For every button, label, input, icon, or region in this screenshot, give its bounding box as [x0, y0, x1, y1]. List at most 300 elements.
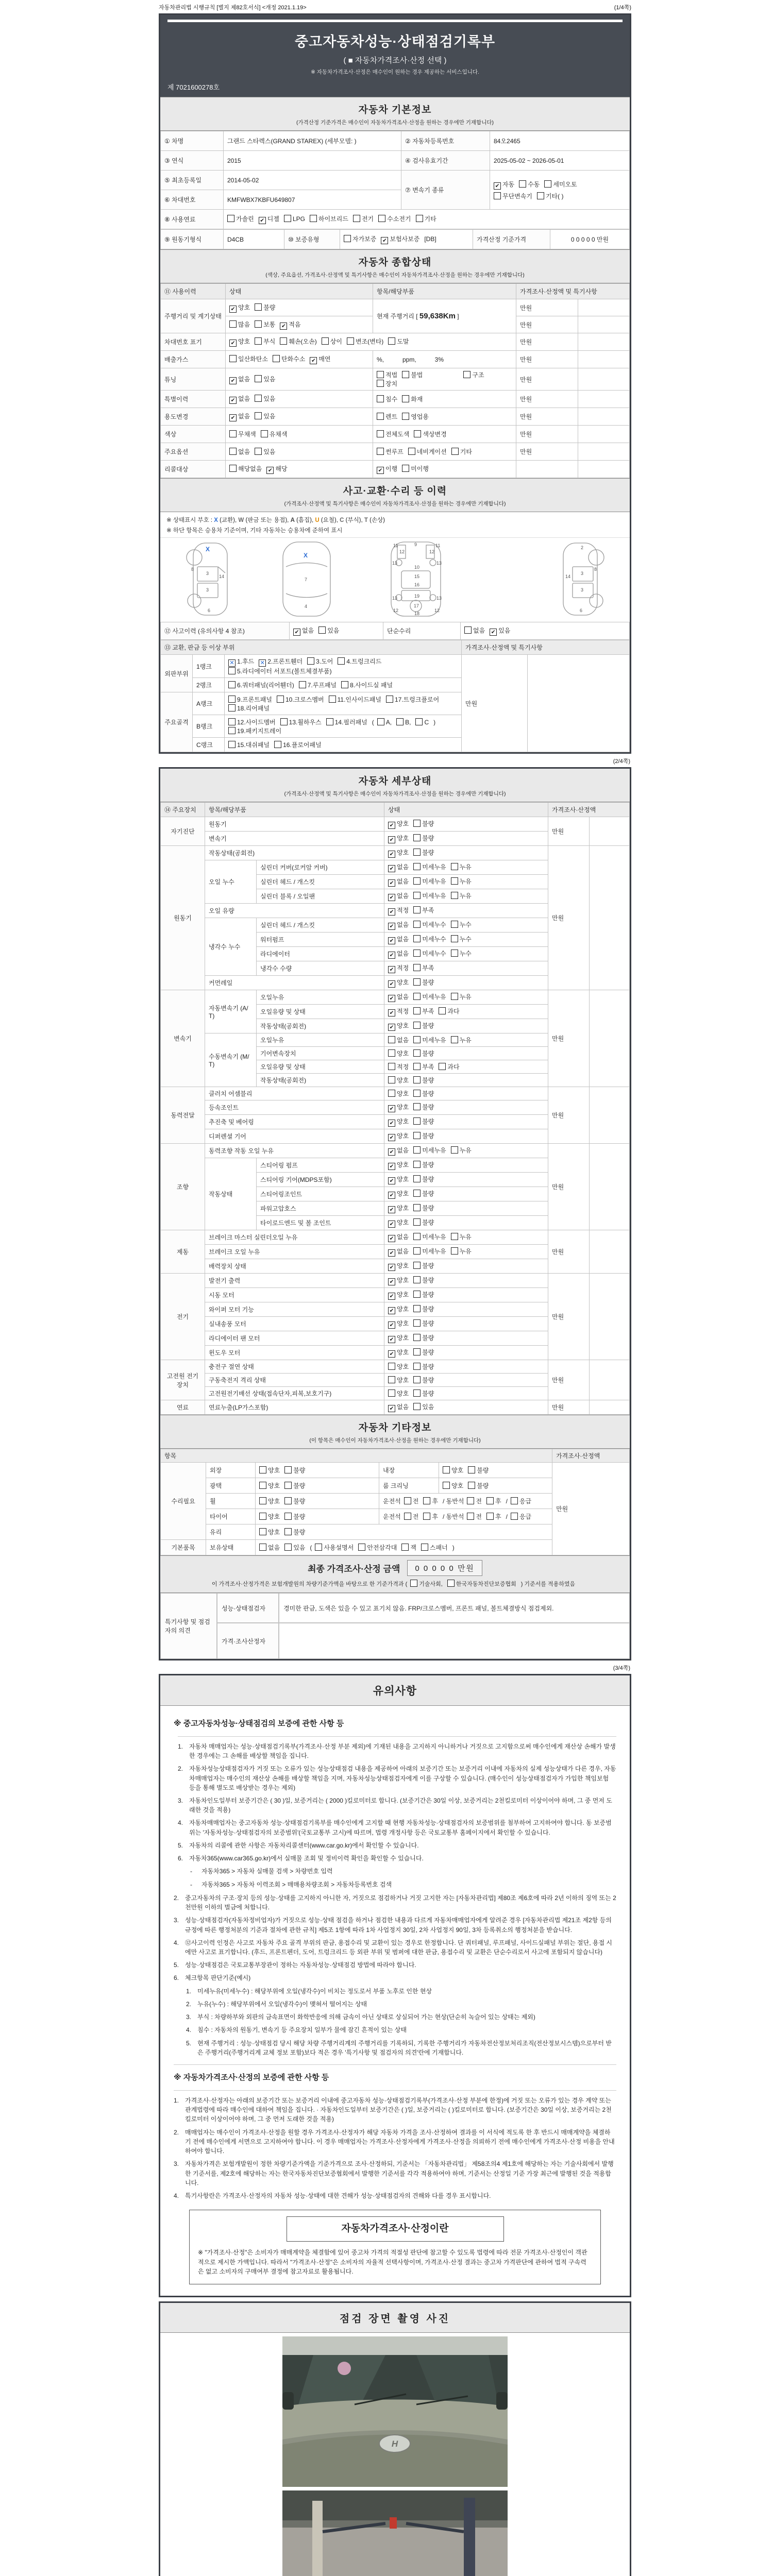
- checkbox-box[interactable]: [255, 320, 262, 328]
- checkbox-양호[interactable]: ✔ 양호: [388, 1333, 409, 1343]
- checkbox-있음[interactable]: 있음: [255, 375, 275, 383]
- checkbox-box[interactable]: [463, 371, 470, 378]
- checkbox-box[interactable]: [468, 1482, 475, 1489]
- checkbox-불량[interactable]: 불량: [413, 1218, 434, 1227]
- checkbox-누수[interactable]: 누수: [451, 920, 472, 929]
- checkbox-box[interactable]: [413, 1117, 421, 1125]
- checkbox-box[interactable]: [388, 1063, 395, 1070]
- checkbox-양호[interactable]: ✔ 양호: [388, 819, 409, 829]
- checkbox-불량[interactable]: 불량: [413, 1348, 434, 1357]
- checkbox-적음[interactable]: ✔ 적음: [280, 320, 300, 330]
- checkbox-box[interactable]: [261, 430, 268, 437]
- checkbox-3.도어[interactable]: 3.도어: [307, 657, 333, 666]
- checkbox-양호[interactable]: ✔ 양호: [229, 337, 250, 347]
- checkbox-box[interactable]: [255, 303, 262, 311]
- checkbox-box[interactable]: ✔: [229, 340, 237, 347]
- checkbox-box[interactable]: [307, 657, 314, 665]
- checkbox-있음[interactable]: 있음: [255, 394, 275, 403]
- checkbox-box[interactable]: [413, 1204, 421, 1211]
- checkbox-불량[interactable]: 불량: [413, 978, 434, 987]
- checkbox-box[interactable]: [413, 849, 421, 856]
- checkbox-box[interactable]: ✔: [388, 966, 395, 973]
- checkbox-미세누유[interactable]: 미세누유: [413, 1036, 446, 1044]
- checkbox-box[interactable]: ✔: [388, 1105, 395, 1112]
- checkbox-없음[interactable]: ✔ 없음: [388, 949, 409, 959]
- checkbox-box[interactable]: ✔: [494, 182, 501, 190]
- checkbox-불량[interactable]: 불량: [284, 1466, 305, 1475]
- checkbox-불량[interactable]: 불량: [413, 1175, 434, 1183]
- checkbox-box[interactable]: [413, 1262, 421, 1269]
- checkbox-box[interactable]: [402, 395, 409, 402]
- checkbox-box[interactable]: ✔: [229, 414, 237, 421]
- checkbox-box[interactable]: [423, 1497, 430, 1504]
- checkbox-누유[interactable]: 누유: [451, 992, 472, 1001]
- checkbox-box[interactable]: ✔: [293, 629, 300, 636]
- checkbox-응급[interactable]: 응급: [511, 1497, 531, 1505]
- checkbox-미세누유[interactable]: 미세누유: [413, 992, 446, 1001]
- checkbox-box[interactable]: [451, 1036, 458, 1043]
- checkbox-box[interactable]: [467, 1513, 474, 1520]
- checkbox-box[interactable]: [259, 1466, 266, 1473]
- checkbox-기타[interactable]: 기타: [451, 447, 472, 456]
- checkbox-box[interactable]: [388, 1036, 395, 1043]
- checkbox-box[interactable]: [229, 320, 237, 328]
- checkbox-부족[interactable]: 부족: [413, 963, 434, 972]
- checkbox-box[interactable]: [413, 1007, 421, 1014]
- checkbox-적정[interactable]: 적정: [388, 1062, 409, 1071]
- checkbox-box[interactable]: [377, 413, 384, 420]
- checkbox-box[interactable]: [451, 448, 459, 455]
- checkbox-box[interactable]: [511, 1497, 518, 1504]
- checkbox-부식[interactable]: 부식: [255, 337, 275, 346]
- checkbox-불량[interactable]: 불량: [413, 1290, 434, 1299]
- checkbox-box[interactable]: [353, 215, 360, 222]
- checkbox-box[interactable]: ✔: [388, 1148, 395, 1156]
- checkbox-스패너[interactable]: 스패너: [421, 1543, 448, 1552]
- checkbox-box[interactable]: [277, 696, 284, 703]
- checkbox-양호[interactable]: ✔ 양호: [388, 1160, 409, 1170]
- checkbox-없음[interactable]: 없음: [388, 1036, 409, 1044]
- checkbox-양호[interactable]: ✔ 양호: [388, 1021, 409, 1031]
- checkbox-box[interactable]: [451, 993, 458, 1000]
- checkbox-box[interactable]: ✔: [388, 1009, 395, 1016]
- checkbox-수동[interactable]: 수동: [519, 180, 540, 189]
- checkbox-후[interactable]: 후: [423, 1497, 438, 1505]
- checkbox-없음[interactable]: ✔ 없음: [388, 1402, 409, 1412]
- checkbox-box[interactable]: [443, 1466, 450, 1473]
- checkbox-양호[interactable]: 양호: [388, 1362, 409, 1371]
- checkbox-box[interactable]: [329, 696, 336, 703]
- checkbox-양호[interactable]: 양호: [388, 1376, 409, 1384]
- checkbox-탄화수소[interactable]: 탄화수소: [273, 354, 305, 363]
- checkbox-box[interactable]: [494, 192, 501, 199]
- checkbox-불량[interactable]: 불량: [413, 1319, 434, 1328]
- checkbox-침수[interactable]: 침수: [377, 395, 397, 403]
- checkbox-box[interactable]: [413, 1363, 421, 1370]
- checkbox-box[interactable]: [486, 1497, 494, 1504]
- checkbox-과다[interactable]: 과다: [439, 1062, 459, 1071]
- checkbox-box[interactable]: [413, 1063, 421, 1070]
- checkbox-양호[interactable]: ✔ 양호: [388, 1304, 409, 1314]
- checkbox-양호[interactable]: 양호: [388, 1389, 409, 1398]
- checkbox-B,[interactable]: B,: [396, 718, 411, 726]
- checkbox-box[interactable]: [413, 1036, 421, 1043]
- checkbox-일산화탄소[interactable]: 일산화탄소: [229, 354, 268, 363]
- checkbox-6.쿼터패널(리어휀더)[interactable]: 6.쿼터패널(리어휀더): [228, 681, 294, 689]
- checkbox-box[interactable]: ✔: [388, 1405, 395, 1412]
- checkbox-box[interactable]: [255, 395, 262, 402]
- checkbox-부족[interactable]: 부족: [413, 1007, 434, 1015]
- checkbox-box[interactable]: ✔: [388, 1264, 395, 1271]
- checkbox-색상변경[interactable]: 색상변경: [414, 430, 446, 438]
- checkbox-box[interactable]: [413, 993, 421, 1000]
- checkbox-box[interactable]: ✔: [388, 1206, 395, 1213]
- checkbox-후[interactable]: 후: [486, 1512, 501, 1521]
- checkbox-box[interactable]: [451, 863, 458, 870]
- checkbox-box[interactable]: [413, 1049, 421, 1057]
- checkbox-box[interactable]: [413, 1319, 421, 1327]
- checkbox-box[interactable]: [326, 718, 333, 725]
- checkbox-양호[interactable]: ✔ 양호: [388, 978, 409, 988]
- checkbox-box[interactable]: [413, 1022, 421, 1029]
- checkbox-불량[interactable]: 불량: [413, 1261, 434, 1270]
- checkbox-box[interactable]: [280, 718, 288, 725]
- checkbox-box[interactable]: [416, 215, 423, 222]
- checkbox-box[interactable]: ✔: [388, 1177, 395, 1184]
- checkbox-없음[interactable]: ✔ 없음: [388, 1146, 409, 1156]
- checkbox-전[interactable]: 전: [404, 1497, 419, 1505]
- checkbox-불량[interactable]: 불량: [413, 1117, 434, 1126]
- checkbox-box[interactable]: [519, 180, 526, 188]
- checkbox-box[interactable]: [388, 1076, 395, 1083]
- checkbox-box[interactable]: [413, 906, 421, 913]
- checkbox-많음[interactable]: 많음: [229, 320, 250, 329]
- checkbox-불량[interactable]: 불량: [284, 1481, 305, 1490]
- checkbox-A,[interactable]: A,: [377, 718, 392, 726]
- checkbox-box[interactable]: [284, 1497, 292, 1504]
- checkbox-box[interactable]: [413, 1161, 421, 1168]
- checkbox-없음[interactable]: ✔ 없음: [229, 375, 250, 384]
- checkbox-양호[interactable]: 양호: [388, 1076, 409, 1084]
- checkbox-양호[interactable]: 양호: [259, 1481, 280, 1490]
- checkbox-미세누유[interactable]: 미세누유: [413, 1232, 446, 1241]
- checkbox-네비게이션[interactable]: 네비게이션: [408, 447, 447, 456]
- checkbox-box[interactable]: [396, 718, 404, 725]
- checkbox-box[interactable]: [451, 877, 458, 885]
- checkbox-이행[interactable]: ✔ 이행: [377, 464, 397, 474]
- checkbox-불량[interactable]: 불량: [413, 1103, 434, 1111]
- checkbox-18.리어패널[interactable]: 18.리어패널: [228, 704, 270, 713]
- checkbox-box[interactable]: [451, 892, 458, 899]
- checkbox-box[interactable]: ✔: [388, 836, 395, 843]
- checkbox-전[interactable]: 전: [467, 1512, 482, 1521]
- checkbox-box[interactable]: [299, 681, 306, 688]
- checkbox-box[interactable]: [413, 950, 421, 957]
- checkbox-box[interactable]: [413, 877, 421, 885]
- checkbox-box[interactable]: [229, 465, 237, 472]
- checkbox-5.라디에이터 서포트(볼트체결부품)[interactable]: 5.라디에이터 서포트(볼트체결부품): [228, 667, 332, 675]
- checkbox-box[interactable]: [377, 371, 384, 378]
- checkbox-box[interactable]: [228, 696, 236, 703]
- checkbox-box[interactable]: ✔: [266, 467, 274, 474]
- checkbox-box[interactable]: [344, 235, 351, 242]
- checkbox-box[interactable]: ✔: [381, 237, 388, 244]
- checkbox-불량[interactable]: 불량: [413, 848, 434, 857]
- checkbox-유채색[interactable]: 유채색: [261, 430, 288, 438]
- checkbox-양호[interactable]: 양호: [259, 1528, 280, 1536]
- checkbox-box[interactable]: ✔: [310, 357, 317, 364]
- checkbox-box[interactable]: [413, 1076, 421, 1083]
- checkbox-7.루프패널[interactable]: 7.루프패널: [299, 681, 337, 689]
- checkbox-box[interactable]: [388, 1090, 395, 1097]
- checkbox-보험사보증[interactable]: ✔ 보험사보증: [381, 234, 419, 244]
- checkbox-box[interactable]: [388, 1049, 395, 1057]
- checkbox-box[interactable]: [255, 375, 262, 382]
- checkbox-없음[interactable]: ✔ 없음: [388, 935, 409, 944]
- checkbox-10.크로스멤버[interactable]: 10.크로스멤버: [277, 695, 324, 704]
- checkbox-불량[interactable]: 불량: [413, 1049, 434, 1058]
- checkbox-box[interactable]: ✔: [388, 1163, 395, 1170]
- checkbox-없음[interactable]: ✔ 없음: [388, 877, 409, 887]
- checkbox-12.사이드멤버[interactable]: 12.사이드멤버: [228, 718, 276, 726]
- checkbox-기술사회,[interactable]: 기술사회,: [410, 1580, 443, 1588]
- checkbox-box[interactable]: [259, 1513, 266, 1520]
- checkbox-box[interactable]: ✔: [388, 1235, 395, 1242]
- checkbox-없음[interactable]: ✔ 없음: [388, 1232, 409, 1242]
- checkbox-box[interactable]: [413, 1146, 421, 1154]
- checkbox-box[interactable]: [229, 355, 237, 362]
- checkbox-불량[interactable]: 불량: [413, 1021, 434, 1030]
- checkbox-box[interactable]: [228, 681, 236, 688]
- checkbox-box[interactable]: ✔: [388, 908, 395, 916]
- checkbox-box[interactable]: [537, 192, 544, 199]
- checkbox-적정[interactable]: ✔ 적정: [388, 906, 409, 916]
- checkbox-box[interactable]: [358, 1544, 365, 1551]
- checkbox-box[interactable]: [227, 215, 234, 222]
- checkbox-없음[interactable]: ✔ 없음: [388, 891, 409, 901]
- checkbox-box[interactable]: [410, 1580, 417, 1587]
- checkbox-box[interactable]: [413, 1403, 421, 1410]
- checkbox-16.플로어패널[interactable]: 16.플로어패널: [274, 740, 322, 749]
- checkbox-있음[interactable]: 있음: [255, 412, 275, 420]
- checkbox-box[interactable]: [402, 413, 409, 420]
- checkbox-양호[interactable]: 양호: [259, 1497, 280, 1505]
- checkbox-불량[interactable]: 불량: [284, 1528, 305, 1536]
- checkbox-box[interactable]: ✔: [388, 1307, 395, 1314]
- checkbox-box[interactable]: [413, 921, 421, 928]
- checkbox-box[interactable]: [388, 1389, 395, 1397]
- checkbox-box[interactable]: [413, 1276, 421, 1283]
- checkbox-box[interactable]: [404, 1497, 411, 1504]
- checkbox-1.후드[interactable]: ✕ 1.후드: [228, 657, 254, 667]
- checkbox-box[interactable]: [464, 626, 472, 634]
- checkbox-box[interactable]: [544, 180, 551, 188]
- checkbox-box[interactable]: ✔: [388, 1134, 395, 1141]
- checkbox-box[interactable]: [255, 448, 262, 455]
- checkbox-미세누유[interactable]: 미세누유: [413, 877, 446, 886]
- checkbox-누유[interactable]: 누유: [451, 891, 472, 900]
- checkbox-없음[interactable]: ✔ 없음: [388, 992, 409, 1002]
- checkbox-box[interactable]: [401, 1544, 409, 1551]
- checkbox-box[interactable]: ✔: [388, 1278, 395, 1285]
- checkbox-불량[interactable]: 불량: [284, 1497, 305, 1505]
- checkbox-box[interactable]: ✔: [490, 629, 497, 636]
- checkbox-무채색[interactable]: 무채색: [229, 430, 256, 438]
- checkbox-box[interactable]: [447, 1580, 455, 1587]
- checkbox-box[interactable]: [284, 1466, 292, 1473]
- checkbox-불량[interactable]: 불량: [413, 1333, 434, 1342]
- checkbox-box[interactable]: [413, 978, 421, 986]
- checkbox-box[interactable]: [284, 1513, 292, 1520]
- checkbox-box[interactable]: [413, 834, 421, 841]
- checkbox-무단변속기[interactable]: 무단변속기: [494, 192, 532, 200]
- checkbox-누유[interactable]: 누유: [451, 1036, 472, 1044]
- checkbox-양호[interactable]: ✔ 양호: [388, 1103, 409, 1112]
- checkbox-매연[interactable]: ✔ 매연: [310, 354, 330, 364]
- checkbox-box[interactable]: [413, 1103, 421, 1110]
- checkbox-불량[interactable]: 불량: [255, 303, 275, 312]
- checkbox-양호[interactable]: ✔ 양호: [388, 1189, 409, 1199]
- checkbox-불량[interactable]: 불량: [284, 1512, 305, 1521]
- checkbox-구조[interactable]: 구조: [463, 370, 484, 379]
- checkbox-15.대쉬패널[interactable]: 15.대쉬패널: [228, 740, 270, 749]
- checkbox-양호[interactable]: ✔ 양호: [388, 1218, 409, 1228]
- checkbox-box[interactable]: [451, 950, 458, 957]
- checkbox-전[interactable]: 전: [404, 1512, 419, 1521]
- checkbox-불량[interactable]: 불량: [413, 834, 434, 842]
- checkbox-box[interactable]: [315, 1544, 322, 1551]
- checkbox-없음[interactable]: ✔ 없음: [293, 626, 314, 636]
- checkbox-영업용[interactable]: 영업용: [402, 412, 429, 421]
- checkbox-양호[interactable]: 양호: [259, 1512, 280, 1521]
- checkbox-상이[interactable]: 상이: [322, 337, 342, 346]
- checkbox-box[interactable]: [413, 1389, 421, 1397]
- checkbox-box[interactable]: [413, 1175, 421, 1182]
- checkbox-불량[interactable]: 불량: [413, 1376, 434, 1384]
- checkbox-box[interactable]: ✔: [377, 467, 384, 474]
- checkbox-box[interactable]: [413, 1190, 421, 1197]
- checkbox-화재[interactable]: 화재: [402, 395, 423, 403]
- checkbox-box[interactable]: [338, 657, 345, 665]
- checkbox-box[interactable]: [413, 1247, 421, 1255]
- checkbox-box[interactable]: [413, 1090, 421, 1097]
- checkbox-box[interactable]: ✔: [388, 1120, 395, 1127]
- checkbox-자가보증[interactable]: 자가보증: [344, 234, 376, 243]
- checkbox-box[interactable]: [468, 1466, 475, 1473]
- checkbox-box[interactable]: [228, 741, 236, 748]
- checkbox-없음[interactable]: 없음: [229, 447, 250, 456]
- checkbox-box[interactable]: [511, 1513, 518, 1520]
- checkbox-box[interactable]: [388, 1376, 395, 1383]
- checkbox-양호[interactable]: ✔ 양호: [388, 848, 409, 858]
- checkbox-box[interactable]: [402, 465, 409, 472]
- checkbox-box[interactable]: [229, 430, 237, 437]
- checkbox-box[interactable]: ✔: [280, 323, 287, 330]
- checkbox-11.인사이드패널[interactable]: 11.인사이드패널: [329, 695, 381, 704]
- checkbox-적법[interactable]: 적법: [377, 370, 397, 379]
- checkbox-누유[interactable]: 누유: [451, 877, 472, 886]
- checkbox-전[interactable]: 전: [467, 1497, 482, 1505]
- checkbox-13.휠하우스[interactable]: 13.휠하우스: [280, 718, 322, 726]
- checkbox-누유[interactable]: 누유: [451, 1146, 472, 1155]
- checkbox-9.프론트패널[interactable]: 9.프론트패널: [228, 695, 272, 704]
- checkbox-양호[interactable]: ✔ 양호: [388, 1319, 409, 1329]
- checkbox-box[interactable]: [259, 1544, 266, 1551]
- checkbox-없음[interactable]: ✔ 없음: [388, 862, 409, 872]
- checkbox-후[interactable]: 후: [423, 1512, 438, 1521]
- checkbox-box[interactable]: [259, 1528, 266, 1535]
- checkbox-box[interactable]: ✔: [229, 397, 237, 404]
- checkbox-없음[interactable]: ✔ 없음: [388, 1247, 409, 1257]
- checkbox-없음[interactable]: 없음: [259, 1543, 280, 1552]
- checkbox-불량[interactable]: 불량: [413, 819, 434, 828]
- checkbox-양호[interactable]: 양호: [388, 1089, 409, 1098]
- checkbox-한국자동차진단보증협회[interactable]: 한국자동차진단보증협회: [447, 1580, 516, 1588]
- checkbox-box[interactable]: [284, 1544, 292, 1551]
- checkbox-box[interactable]: ✔: [229, 377, 237, 384]
- checkbox-양호[interactable]: ✔ 양호: [388, 1276, 409, 1285]
- checkbox-해당없음[interactable]: 해당없음: [229, 464, 262, 473]
- checkbox-세미오토[interactable]: 세미오토: [544, 180, 577, 189]
- checkbox-box[interactable]: ✔: [388, 822, 395, 829]
- checkbox-box[interactable]: [322, 337, 329, 345]
- checkbox-box[interactable]: [377, 448, 384, 455]
- checkbox-전기[interactable]: 전기: [353, 214, 374, 223]
- checkbox-수소전기[interactable]: 수소전기: [378, 214, 411, 223]
- checkbox-box[interactable]: [423, 1513, 430, 1520]
- checkbox-box[interactable]: [451, 1146, 458, 1154]
- checkbox-없음[interactable]: ✔ 없음: [229, 394, 250, 404]
- checkbox-장치[interactable]: 장치: [377, 379, 397, 388]
- checkbox-양호[interactable]: ✔ 양호: [388, 1117, 409, 1127]
- checkbox-양호[interactable]: ✔ 양호: [388, 1175, 409, 1184]
- checkbox-box[interactable]: [284, 1482, 292, 1489]
- checkbox-box[interactable]: [451, 921, 458, 928]
- checkbox-없음[interactable]: 없음: [464, 626, 485, 635]
- checkbox-box[interactable]: [413, 964, 421, 971]
- checkbox-적정[interactable]: ✔ 적정: [388, 963, 409, 973]
- checkbox-box[interactable]: [413, 1334, 421, 1341]
- checkbox-box[interactable]: [413, 935, 421, 942]
- checkbox-미세누유[interactable]: 미세누유: [413, 891, 446, 900]
- checkbox-box[interactable]: ✔: [259, 217, 266, 224]
- checkbox-보통[interactable]: 보통: [255, 320, 275, 329]
- checkbox-box[interactable]: ✔: [388, 851, 395, 858]
- checkbox-box[interactable]: ✔: [388, 879, 395, 887]
- checkbox-box[interactable]: [413, 1233, 421, 1240]
- checkbox-17.트렁크플로어[interactable]: 17.트렁크플로어: [386, 695, 439, 704]
- checkbox-box[interactable]: ✔: [229, 306, 237, 313]
- checkbox-디젤[interactable]: ✔ 디젤: [259, 214, 279, 224]
- checkbox-전체도색[interactable]: 전체도색: [377, 430, 409, 438]
- checkbox-C[interactable]: C: [415, 718, 429, 726]
- checkbox-box[interactable]: [415, 718, 423, 725]
- checkbox-불량[interactable]: 불량: [413, 1276, 434, 1284]
- checkbox-box[interactable]: [413, 863, 421, 870]
- checkbox-box[interactable]: ✔: [388, 952, 395, 959]
- checkbox-양호[interactable]: ✔ 양호: [388, 1131, 409, 1141]
- checkbox-box[interactable]: [347, 337, 354, 345]
- checkbox-box[interactable]: ✔: [388, 1221, 395, 1228]
- checkbox-미세누수[interactable]: 미세누수: [413, 949, 446, 958]
- checkbox-미세누유[interactable]: 미세누유: [413, 1146, 446, 1155]
- checkbox-box[interactable]: [388, 1363, 395, 1370]
- checkbox-하이브리드[interactable]: 하이브리드: [310, 214, 348, 223]
- checkbox-box[interactable]: ✔: [388, 1350, 395, 1358]
- checkbox-양호[interactable]: 양호: [388, 1049, 409, 1058]
- checkbox-box[interactable]: [413, 1376, 421, 1383]
- checkbox-box[interactable]: [388, 337, 395, 345]
